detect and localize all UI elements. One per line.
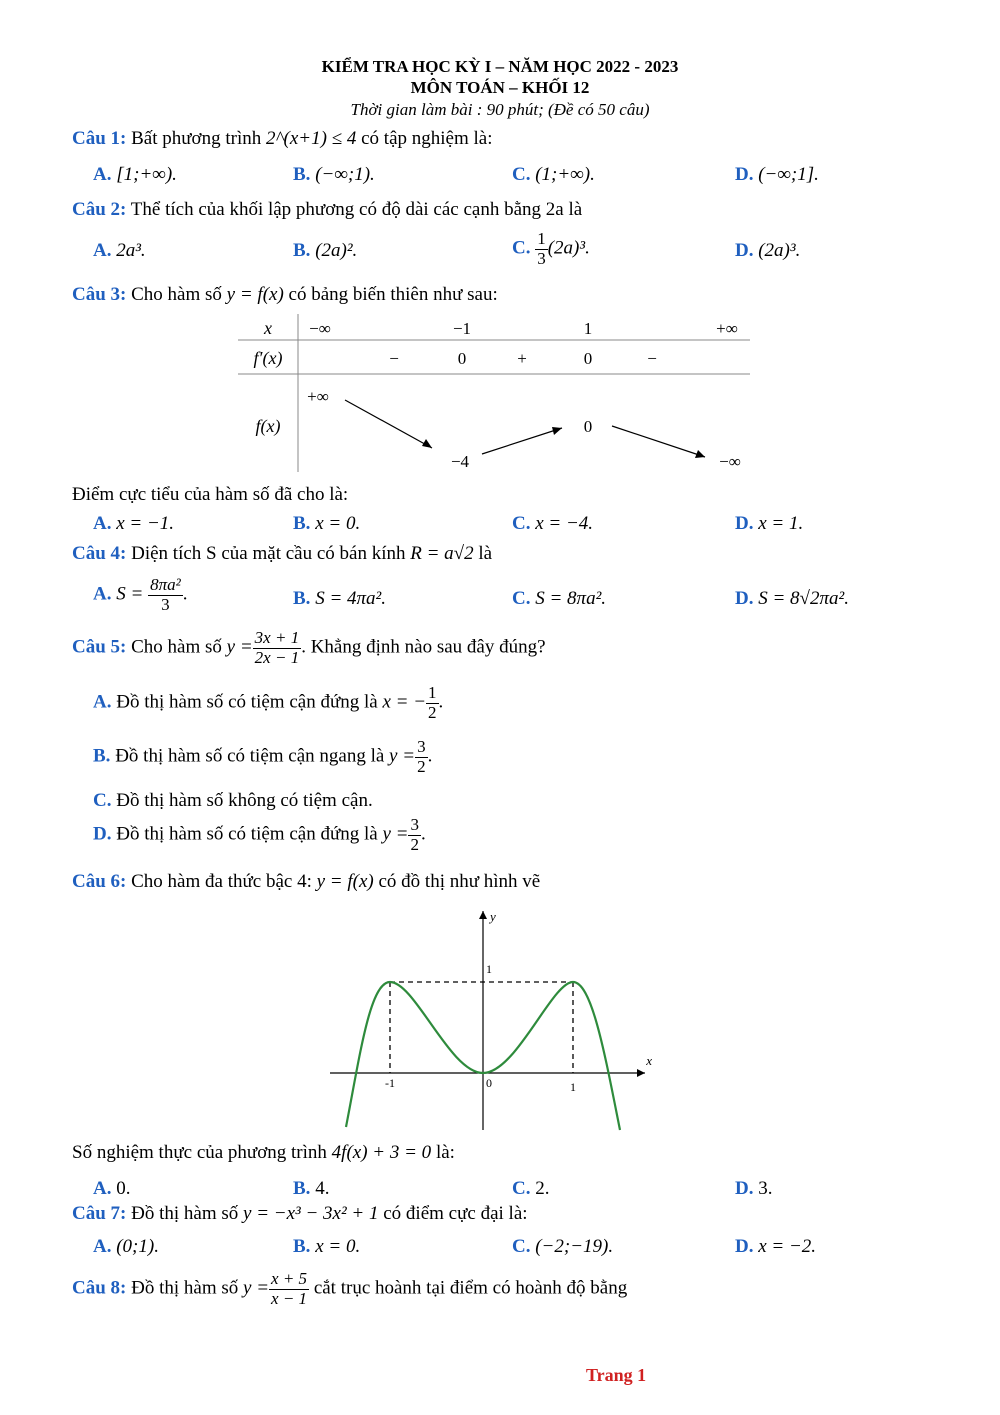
question-6 <box>72 871 540 893</box>
question-text: Đồ thị hàm số <box>131 1277 239 1299</box>
question-4 <box>72 543 492 565</box>
x-tick-label: 1 <box>570 1080 576 1094</box>
f-value: 0 <box>583 417 593 436</box>
question-label: Câu 3: <box>72 284 127 305</box>
subject-title: MÔN TOÁN – KHỐI 12 <box>410 78 590 97</box>
row-label-f: f(x) <box>255 416 281 436</box>
decrease-arrow <box>345 400 432 448</box>
q5-option-d[interactable]: D. Đồ thị hàm số có tiệm cận đứng là y = $\frac{3}{2}$ . <box>93 815 426 854</box>
fraction: $\frac{3}{2}$ <box>417 737 426 776</box>
q4-option-c[interactable]: C. S = 8πa². <box>512 588 607 609</box>
question-tail: . Khẳng định nào sau đây đúng? <box>301 636 546 658</box>
question-math: R = a√2 <box>410 543 474 564</box>
q3-option-d[interactable]: D. x = 1. <box>735 513 804 534</box>
derivative-zero: 0 <box>583 349 593 368</box>
x-tick-label: -1 <box>385 1076 395 1090</box>
q6-option-c[interactable]: C. 2. <box>512 1178 550 1199</box>
fraction: $\frac{1}{2}$ <box>428 683 437 722</box>
q3-prompt: Điểm cực tiểu của hàm số đã cho là: <box>72 484 349 505</box>
question-tail: cắt trục hoành tại điểm có hoành độ bằng <box>313 1277 628 1299</box>
q5-option-a[interactable]: A. Đồ thị hàm số có tiệm cận đứng là x = − $\frac{1}{2}$ . <box>93 683 444 722</box>
q1-option-a[interactable]: A. [1;+∞). <box>93 164 177 185</box>
q1-option-b[interactable]: B. (−∞;1). <box>293 164 375 185</box>
question-text: Đồ thị hàm số <box>131 1203 239 1224</box>
question-math: y = f(x) <box>316 871 374 892</box>
q2-option-c[interactable]: C. $\frac{1}{3}$ (2a)³. <box>512 229 590 268</box>
q1-option-c[interactable]: C. (1;+∞). <box>512 164 595 185</box>
q6-prompt: Số nghiệm thực của phương trình 4f(x) + 3 = 0 là: <box>72 1142 455 1163</box>
q2-option-a[interactable]: A. 2a³. <box>93 240 146 261</box>
origin-label: 0 <box>486 1076 492 1090</box>
question-7 <box>72 1203 528 1225</box>
question-label: Câu 7: <box>72 1203 127 1224</box>
q5-option-b[interactable]: B. Đồ thị hàm số có tiệm cận ngang là y = $\frac{3}{2}$ . <box>93 737 433 776</box>
q4-option-a[interactable]: A. S = $\frac{\text{8πa²}}{3}$ . <box>93 575 188 614</box>
question-label: Câu 5: <box>72 636 127 658</box>
fraction: $\frac{3}{2}$ <box>410 815 419 854</box>
question-label: Câu 1: <box>72 128 127 149</box>
fraction: $\frac{\text{8πa²}}{3}$ <box>150 575 181 614</box>
fraction: $\frac{1}{3}$ <box>537 229 546 268</box>
y-tick-label: 1 <box>486 962 492 976</box>
question-text: Bất phương trình <box>131 128 262 149</box>
derivative-sign: + <box>517 349 527 368</box>
y-axis-arrow <box>479 911 487 919</box>
x-value: 1 <box>583 319 593 338</box>
question-1 <box>72 128 493 150</box>
question-label: Câu 8: <box>72 1277 127 1299</box>
polynomial-graph <box>320 905 650 1135</box>
question-tail: có tập nghiệm là: <box>361 128 493 149</box>
question-text: Cho hàm đa thức bậc 4: <box>131 871 312 892</box>
question-tail: có đồ thị như hình vẽ <box>378 871 541 892</box>
derivative-zero: 0 <box>457 349 467 368</box>
q3-option-b[interactable]: B. x = 0. <box>293 513 361 534</box>
q7-option-a[interactable]: A. (0;1). <box>93 1236 159 1257</box>
x-axis-label: x <box>646 1053 652 1068</box>
q6-option-a[interactable]: A. 0. <box>93 1178 131 1199</box>
decrease-arrow <box>612 426 705 457</box>
q5-option-c[interactable]: C. Đồ thị hàm số không có tiệm cận. <box>93 790 373 811</box>
fraction: $\frac{3x + 1}{2x - 1}$ <box>254 628 300 667</box>
x-axis-arrow <box>637 1069 645 1077</box>
y-axis-label: y <box>490 909 496 924</box>
question-text: Diện tích S của mặt cầu có bán kính <box>131 543 406 564</box>
derivative-sign: − <box>647 349 657 368</box>
q7-option-d[interactable]: D. x = −2. <box>735 1236 817 1257</box>
question-math: y = f(x) <box>226 284 284 305</box>
row-label-x: x <box>264 318 272 338</box>
question-5: Câu 5: Cho hàm số y = $\frac{3x + 1}{2x - 1}$ . Khẳng định nào sau đây đúng? <box>72 628 546 667</box>
exam-duration: Thời gian làm bài : 90 phút; (Đề có 50 câu) <box>350 100 650 119</box>
x-value: −∞ <box>309 319 331 338</box>
q2-option-d[interactable]: D. (2a)³. <box>735 240 801 261</box>
x-value: −1 <box>452 319 472 338</box>
exam-title: KIỂM TRA HỌC KỲ I – NĂM HỌC 2022 - 2023 <box>321 57 679 76</box>
q1-option-d[interactable]: D. (−∞;1]. <box>735 164 819 185</box>
question-text: Thể tích của khối lập phương có độ dài các cạnh bằng 2a là <box>130 199 583 220</box>
q3-option-a[interactable]: A. x = −1. <box>93 513 175 534</box>
derivative-sign: − <box>389 349 399 368</box>
q7-option-b[interactable]: B. x = 0. <box>293 1236 361 1257</box>
q4-option-d[interactable]: D. S = 8√2πa². <box>735 588 849 609</box>
question-2 <box>72 199 582 221</box>
x-value: +∞ <box>716 319 738 338</box>
question-text: Cho hàm số <box>131 636 222 658</box>
q3-option-c[interactable]: C. x = −4. <box>512 513 594 534</box>
f-value: −4 <box>450 452 470 471</box>
question-math: 2^(x+1) ≤ 4 <box>266 128 357 149</box>
f-value: −∞ <box>719 452 741 471</box>
q7-option-c[interactable]: C. (−2;−19). <box>512 1236 614 1257</box>
question-3 <box>72 284 498 306</box>
question-math: y = −x³ − 3x² + 1 <box>243 1203 379 1224</box>
q6-option-b[interactable]: B. 4. <box>293 1178 330 1199</box>
q6-option-d[interactable]: D. 3. <box>735 1178 773 1199</box>
question-label: Câu 6: <box>72 871 127 892</box>
increase-arrow <box>482 428 562 454</box>
question-label: Câu 2: <box>72 199 127 220</box>
f-value: +∞ <box>307 387 329 406</box>
question-tail: có bảng biến thiên như sau: <box>288 284 498 305</box>
fraction: $\frac{x + 5}{x - 1}$ <box>271 1269 308 1308</box>
q2-option-b[interactable]: B. (2a)². <box>293 240 358 261</box>
row-label-derivative: f′(x) <box>253 348 283 368</box>
page-number: Trang 1 <box>586 1365 647 1385</box>
question-8: Câu 8: Đồ thị hàm số y = $\frac{x + 5}{x - 1}$ cắt trục hoành tại điểm có hoành độ bằng <box>72 1269 628 1308</box>
q4-option-b[interactable]: B. S = 4πa². <box>293 588 386 609</box>
variation-table <box>230 312 760 482</box>
question-label: Câu 4: <box>72 543 127 564</box>
question-tail: là <box>478 543 493 564</box>
question-tail: có điểm cực đại là: <box>383 1203 528 1224</box>
question-text: Cho hàm số <box>131 284 222 305</box>
